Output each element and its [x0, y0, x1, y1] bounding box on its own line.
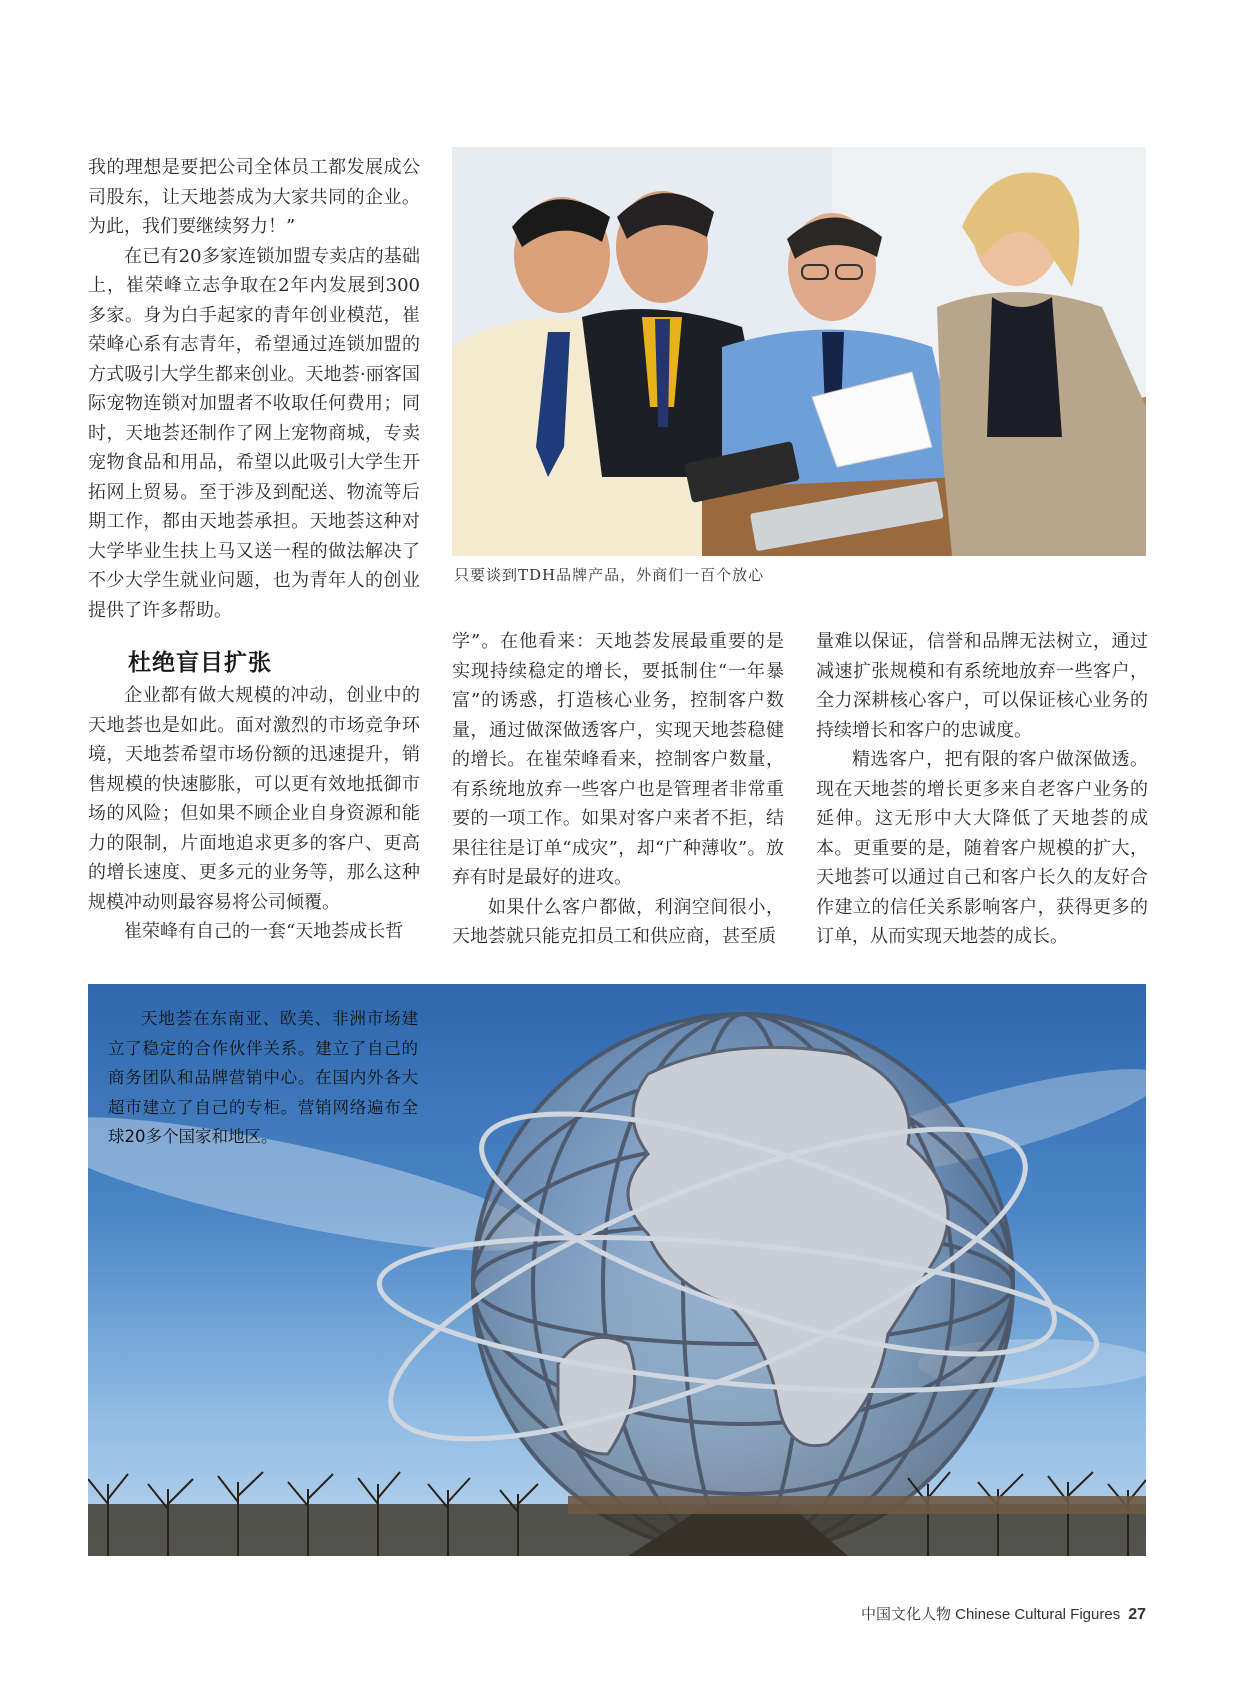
paragraph: 我的理想是要把公司全体员工都发展成公司股东，让天地荟成为大家共同的企业。为此，我们要继续努力！”: [88, 157, 420, 237]
paragraph: 精选客户，把有限的客户做深做透。现在天地荟的增长更多来自老客户业务的延伸。这无形中大大降低了天地荟的成本。更重要的是，随着客户规模的扩大，天地荟可以通过自己和客户长久的友好合作建立的信任关系影响客户，获得更多的订单，从而实现天地荟的成长。: [816, 749, 1148, 947]
paragraph: 在已有20多家连锁加盟专卖店的基础上，崔荣峰立志争取在2年内发展到300多家。身为白手起家的青年创业模范，崔荣峰心系有志青年，希望通过连锁加盟的方式吸引大学生都来创业。天地荟·丽客国际宠物连锁对加盟者不收取任何费用；同时，天地荟还制作了网上宠物商城，专卖宠物食品和用品，希望以此吸引大学生开拓网上贸易。至于涉及到配送、物流等后期工作，都由天地荟承担。天地荟这种对大学毕业生扶上马又送一程的做法解决了不少大学生就业问题，也为青年人的创业提供了许多帮助。: [88, 245, 420, 621]
section-heading: 杜绝盲目扩张: [128, 650, 272, 676]
page-footer: [861, 1603, 1146, 1624]
article-column-1: [88, 153, 420, 625]
article-column-3: [452, 627, 784, 952]
paragraph: 崔荣峰有自己的一套“天地荟成长哲: [124, 921, 404, 942]
paragraph: 企业都有做大规模的冲动，创业中的天地荟也是如此。面对激烈的市场竞争环境，天地荟希望市场份额的迅速提升，销售规模的快速膨胀，可以更有效地抵御市场的风险；但如果不顾企业自身资源和能力的限制，片面地追求更多的客户、更高的增长速度、更多元的业务等，那么这种规模冲动则最容易将公司倾覆。: [88, 685, 420, 913]
paragraph: 如果什么客户都做，利润空间很小，天地荟就只能克扣员工和供应商，甚至质: [452, 896, 784, 947]
photo-caption: 只要谈到TDH品牌产品，外商们一百个放心: [454, 566, 765, 584]
meeting-illustration: [452, 147, 1146, 556]
business-meeting-photo: [452, 147, 1146, 556]
article-column-4: [816, 627, 1148, 952]
paragraph: 量难以保证，信誉和品牌无法树立，通过减速扩张规模和有系统地放弃一些客户，全力深耕核心客户，可以保证核心业务的持续增长和客户的忠诚度。: [816, 631, 1148, 741]
article-column-2: [88, 637, 420, 947]
paragraph: 学”。在他看来：天地荟发展最重要的是实现持续稳定的增长，要抵制住“一年暴富”的诱惑，打造核心业务，控制客户数量，通过做深做透客户，实现天地荟稳健的增长。在崔荣峰看来，控制客户数量，有系统地放弃一些客户也是管理者非常重要的一项工作。如果对客户来者不拒，结果往往是订单“成灾”，却“广种薄收”。放弃有时是最好的进攻。: [452, 631, 784, 888]
globe-overlay-text: [108, 1004, 418, 1152]
page-number: 27: [1128, 1606, 1146, 1623]
magazine-name: 中国文化人物 Chinese Cultural Figures: [860, 1606, 1121, 1623]
overlay-paragraph: 天地荟在东南亚、欧美、非洲市场建立了稳定的合作伙伴关系。建立了自己的商务团队和品牌营销中心。在国内外各大超市建立了自己的专柜。营销网络遍布全球20多个国家和地区。: [108, 1009, 418, 1146]
